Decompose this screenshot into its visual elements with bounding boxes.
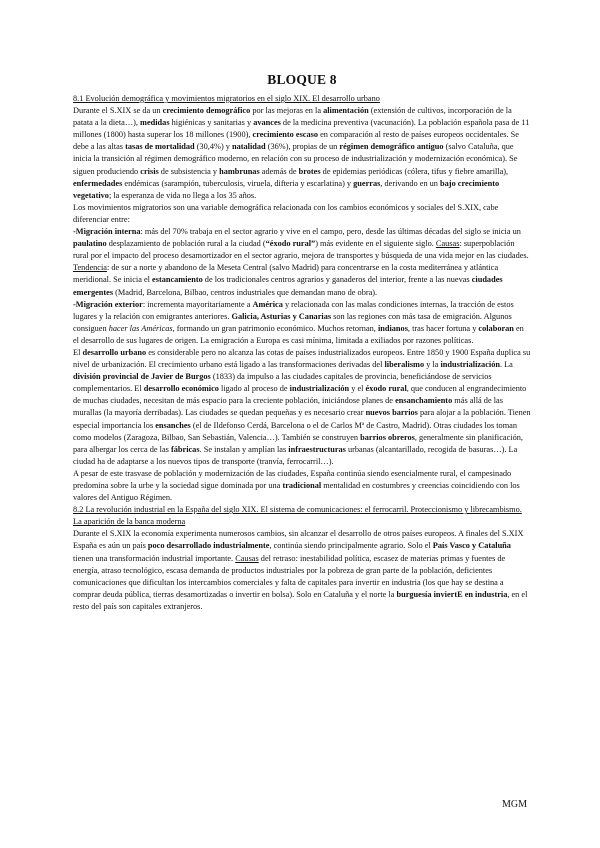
bold-text: paulatino [73,239,107,249]
bold-text: poco desarrollado industrialmente [147,541,270,551]
bold-text: tradicional [282,481,322,490]
text-run: (36%), propias de un [265,142,340,152]
text-run: del retraso: inestabilidad política, escasez de materias primas y fuentes de energía, atraso tecnológico, escasa demanda de productos industriales por la pobreza de gran parte de la población, deficientes comunicaciones que dificultan los intercambios comerciales y falta de capitales para invertir en industria (los que hay se destina a comprar deuda pública, tierras desamortizadas o invertir en bolsa). Solo en Cataluña y el norte la [73,553,506,599]
text-run: y relacionada con las malas condiciones internas, la tracción de estos lugares y la relación con emigrantes anteriores. [73,299,514,321]
text-run: , generalmente sin planificación, para albergar los cerca de las [73,432,523,454]
text-run: , continúa siendo principalmente agrario. Solo el [269,541,433,551]
text-run: , que conducen al engrandecimiento de muchas ciudades, necesitan de más espacio para la creciente población, iniciándose planes de [73,384,527,406]
text-run: : incrementa mayoritariamente a [142,299,253,309]
text-run: : de sur a norte y abandono de la Meseta Central (salvo Madrid) para concentrarse en la costa mediterránea y atlántica meridional. Se inicia el [73,263,499,285]
text-run: ) más evidente en el siguiente siglo. [315,239,436,249]
text-run: (Madrid, Barcelona, Bilbao, centros industriales que demandan mano de obra). [113,287,378,297]
bold-text: alimentación [323,106,369,116]
text-run: (30,4%) y [194,142,232,152]
bold-text: barrios obreros [360,432,415,442]
bold-text: tasas de mortalidad [125,142,195,152]
text-run: El [73,347,83,357]
text-run: , formando un gran patrimonio económico. Muchos retornan, [172,323,378,333]
paragraph [73,468,531,504]
text-run: : superpoblación rural por el impacto del proceso desamortizador en el sector agrario, mejora de transportes y búsqueda de una vida mejor en las ciudades. [73,239,529,261]
bold-text: fábricas [170,444,200,454]
text-run: ligado al proceso de [218,384,290,394]
bold-text: guerras [353,178,381,188]
bold-text: desarrollo urbano [82,347,147,357]
text-run: , tras hacer fortuna y [407,323,479,333]
bold-text: crecimiento demográfico [162,106,251,116]
page-title: BLOQUE 8 [267,72,337,87]
bold-text: liberalismo [384,360,425,370]
bold-text: bajo crecimiento vegetativo [73,178,500,200]
bold-text: crisis [140,166,159,176]
text-run: y la [424,360,441,370]
text-run: de subsistencia y [158,166,220,176]
bold-text: América [252,299,283,309]
paragraph [73,528,531,613]
text-run: (1833) da impulso a las ciudades capitales de provincia, beneficiándose de servicios complementarios. El [73,372,492,394]
bold-text: éxodo rural [365,384,407,394]
bold-text: natalidad [232,142,266,152]
bold-text: indianos [377,323,408,333]
text-run: endémicas (sarampión, tuberculosis, viruela, difteria y escarlatina) y [122,178,354,188]
text-run: además de [259,166,299,176]
text-run: en comparación al resto de países europeos occidentales. Se debe a las altas [73,130,519,152]
paragraph [73,226,531,299]
bold-text: “éxodo rural” [265,239,316,249]
bold-text: industrialización [440,360,500,370]
text-run: , en el resto del país son capitales extranjeros. [73,589,528,611]
text-run: (el de Ildefonso Cerdá, Barcelona o el de Carlos Mª de Castro, Madrid). Otras ciudades los toman como modelos (Zaragoza, Bilbao, San Sebastián, Valencia…). También se construyen [73,420,517,442]
section-heading-8-1: 8.1 Evolución demográfica y movimientos migratorios en el siglo XIX. El desarrollo urbano [73,94,380,103]
text-run: Durante el S.XIX la economía experimenta numerosos cambios, sin alcanzar el desarrollo de otros países europeos. A finales del S.XIX España es aún un país [73,529,524,551]
text-run: A pesar de este trasvase de población y modernización de las ciudades, España continúa siendo esencialmente rural, el campesinado predomina sobre la urbe y la sociedad sigue dominada por una [73,468,512,490]
text-run: y el [349,384,366,394]
bold-text: colaboran [478,323,514,333]
bold-text: ensanchamiento [395,396,453,406]
underlined-text: Causas [435,239,460,249]
bold-text: industrialización [289,384,350,394]
bold-text: nuevos barrios [365,408,418,418]
text-run: (salvo Cataluña, que inicia la transición al régimen demográfico moderno, en relación con su proceso de industrialización y modernización económica). Se siguen produciendo [73,142,518,176]
underlined-text: Causas [235,553,259,563]
bold-text: -Migración exterior [73,299,143,309]
bold-text: -Migración interna [73,227,141,237]
bold-text: burguesía inviertE en industria [396,589,508,599]
text-run: en el desarrollo de sus lugares de origen. La emigración a Europa es casi mínima, limitada a exiliados por razones políticas. [73,323,524,345]
text-run: tienen una transformación industrial importante. [73,553,236,563]
text-run: mentalidad en costumbres y creencias coincidiendo con los valores del Antiguo Régimen. [73,481,520,503]
paragraph [73,347,531,468]
document-page [73,72,531,613]
text-run: Durante el S.XIX se da un [73,106,163,116]
bold-text: desarrollo económico [143,384,219,394]
text-run: (extensión de cultivos, incorporación de la patata a la dieta…), [73,106,512,128]
bold-text: crecimiento escaso [252,130,319,140]
text-run: de los tradicionales centros agrarios y ganaderos del interior, frente a las nuevas [202,275,472,285]
underlined-text: Tendencia [73,263,107,273]
bold-text: avances [253,118,281,128]
bold-text: ensanches [155,420,191,430]
bold-text: ciudades emergentes [73,275,503,297]
text-run: ; la esperanza de vida no llega a los 35 años. [108,190,257,200]
bold-text: medidas [140,118,170,128]
bold-text: enfermedades [73,178,123,188]
text-run: . Se instalan y amplían las [199,444,289,454]
bold-text: infraestructuras [288,444,346,454]
text-run: para alojar a la población. Tienen especial importancia los [73,408,531,430]
paragraph [73,299,531,347]
section-heading-8-2: 8.2 La revolución industrial en la España del siglo XIX. El sistema de comunicaciones: el ferrocarril. Proteccionismo y librecambismo. La aparición de la banca moderna [73,505,522,527]
text-run: urbanas (alcantarillado, recogida de basuras…). La ciudad ha de adaptarse a los nuevos tipos de transporte (tranvía, ferrocarril…). [73,444,518,466]
text-run: Los movimientos migratorios son una variable demográfica relacionada con los cambios económicos y sociales del S.XIX, cabe diferenciar entre: [73,202,499,224]
text-run: , derivando en un [380,178,441,188]
text-run: : más del 70% trabaja en el sector agrario y vive en el campo, pero, desde las últimas décadas del siglo se inicia un [140,227,521,237]
text-run: . La [499,360,513,370]
text-run: son las regiones con más tasa de emigración. Algunos consiguen [73,311,512,333]
paragraph [73,202,531,226]
bold-text: brotes [298,166,321,176]
bold-text: País Vasco y Cataluña [432,541,511,551]
bold-text: hambrunas [219,166,260,176]
footer-initials: MGM [502,799,528,810]
text-run: es considerable pero no alcanza las cotas de países industrializados europeos. Entre 1850 y 1900 España duplica su nivel de urbanización. El crecimiento urbano está ligado a las transformaciones derivadas del [73,347,531,370]
bold-text: Galicia, Asturias y Canarias [231,311,332,321]
text-run: más allá de las murallas (la mayoría derribadas). Las ciudades se quedan pequeñas y es necesario crear [73,396,503,418]
bold-text: división provincial de Javier de Burgos [73,372,211,382]
paragraph [73,105,531,202]
text-run: higiénicas y sanitarias y [169,118,254,128]
text-run: por las mejoras en la [250,106,324,116]
text-run: de epidemias periódicas (cólera, tifus y fiebre amarilla), [320,166,509,176]
text-run: desplazamiento de población rural a la ciudad ( [106,239,266,249]
bold-text: régimen demográfico antiguo [339,142,444,152]
italic-text: hacer las Américas [108,323,173,333]
bold-text: estancamiento [152,275,203,285]
text-run: de la medicina preventiva (vacunación). La población española pasa de 11 millones (1800) hasta superar los 18 millones (1900), [73,118,530,140]
